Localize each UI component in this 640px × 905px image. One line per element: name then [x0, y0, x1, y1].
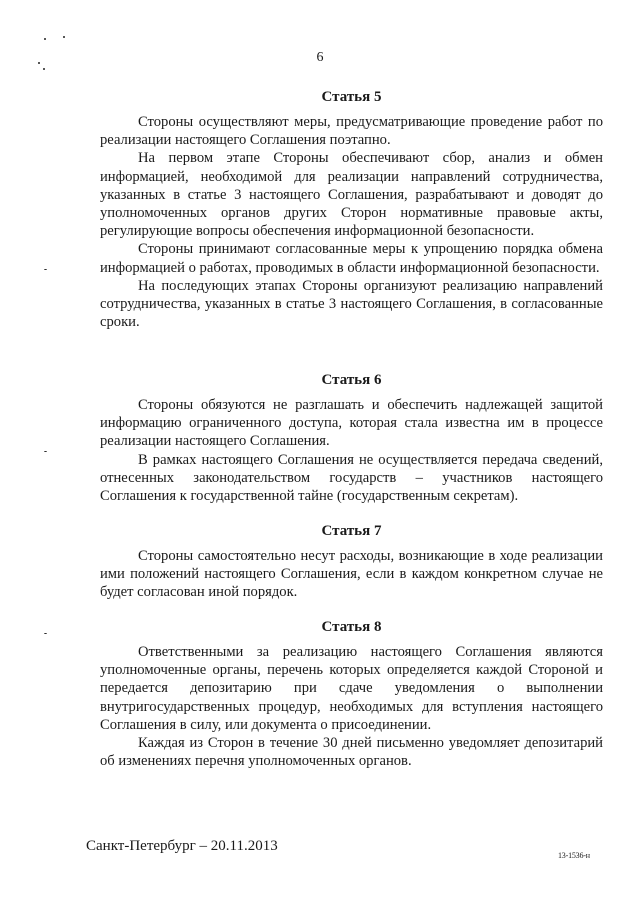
scan-speck [44, 38, 46, 40]
article-heading: Статья 6 [321, 372, 382, 388]
article-5 [100, 88, 603, 331]
article-6 [100, 371, 603, 505]
scan-speck [43, 68, 45, 70]
scan-speck [63, 36, 65, 38]
article-8 [100, 618, 603, 770]
paragraph: Стороны принимают согласованные меры к упрощению порядка обмена информацией о работах, проводимых в области информационной безопасности. [100, 241, 603, 276]
footer-document-code: 13-1536-н [558, 851, 590, 860]
article-heading: Статья 8 [321, 619, 382, 635]
footer-place-date: Санкт-Петербург – 20.11.2013 [86, 838, 278, 854]
article-heading: Статья 5 [321, 89, 382, 105]
paragraph: Стороны самостоятельно несут расходы, возникающие в ходе реализации ими положений настоящего Соглашения, если в каждом конкретном случае не будет согласован иной порядок. [100, 548, 603, 601]
paragraph: Стороны обязуются не разглашать и обеспечить надлежащей защитой информацию ограниченного доступа, которая стала известна им в процессе реализации настоящего Соглашения. [100, 397, 603, 450]
paragraph: Стороны осуществляют меры, предусматривающие проведение работ по реализации настоящего Соглашения поэтапно. [100, 114, 603, 149]
paragraph: Каждая из Сторон в течение 30 дней письменно уведомляет депозитарий об изменениях перечня уполномоченных органов. [100, 735, 603, 770]
scan-speck [44, 451, 47, 452]
article-heading: Статья 7 [321, 523, 382, 539]
paragraph: На первом этапе Стороны обеспечивают сбор, анализ и обмен информацией, необходимой для реализации направлений сотрудничества, указанных в статье 3 настоящего Соглашения, разрабатывают и доводят до уполномоченных органов других Сторон нормативные правовые акты, регулирующие вопросы обеспечения информационной безопасности. [100, 150, 603, 240]
scan-speck [44, 633, 47, 634]
paragraph: Ответственными за реализацию настоящего Соглашения являются уполномоченные органы, перечень которых определяется каждой Стороной и передается депозитарию при сдаче уведомления о выполнении внутригосударственных процедур, необходимых для вступления настоящего Соглашения в силу, или документа о присоединении. [100, 644, 603, 733]
scan-speck [44, 269, 47, 270]
paragraph: На последующих этапах Стороны организуют реализацию направлений сотрудничества, указанных в статье 3 настоящего Соглашения, в согласованные сроки. [100, 277, 603, 331]
scan-speck [38, 62, 40, 64]
paragraph: В рамках настоящего Соглашения не осуществляется передача сведений, отнесенных законодательством государств – участников настоящего Соглашения к государственной тайне (государственным секретам). [100, 451, 603, 505]
article-7 [100, 522, 603, 602]
page-number: 6 [316, 50, 324, 65]
